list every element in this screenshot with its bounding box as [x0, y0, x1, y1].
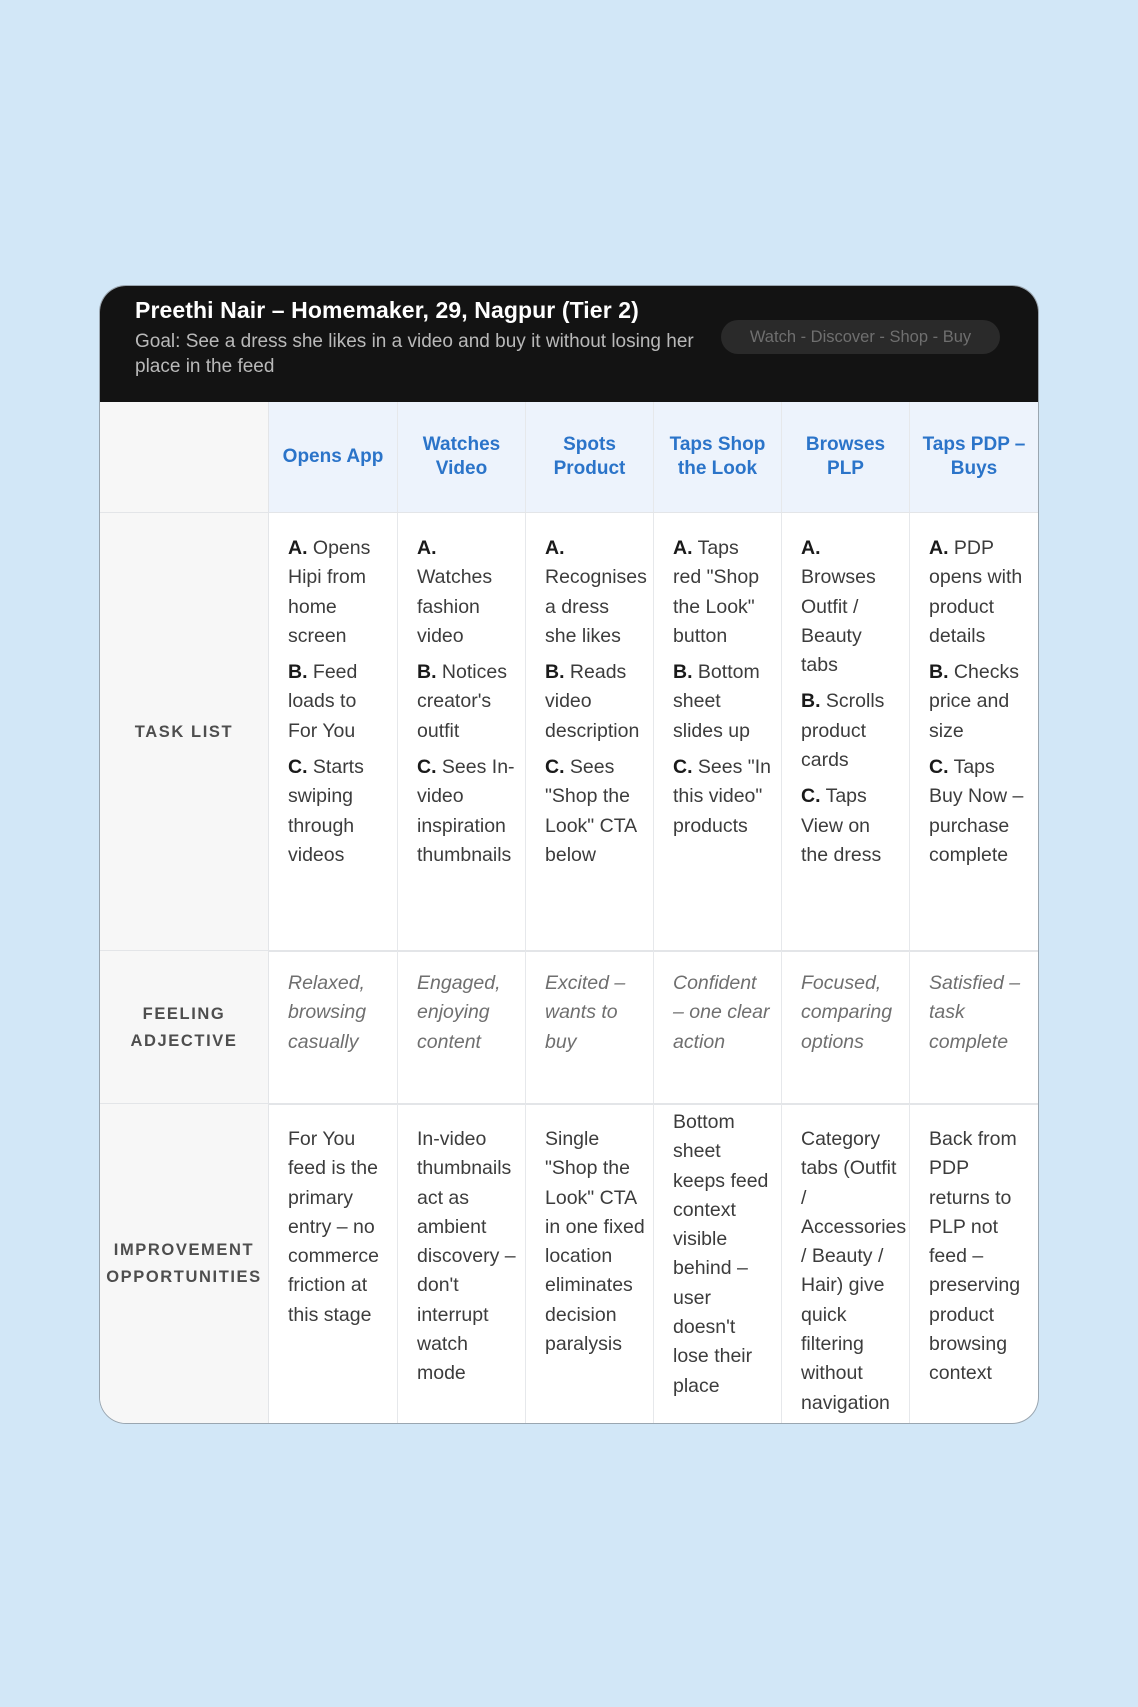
row-label-task-list: TASK LIST [100, 513, 269, 951]
task-cell-browses-plp [782, 513, 910, 951]
task-cell-taps-pdp-buys [910, 513, 1038, 951]
row-label-feeling: FEELING ADJECTIVE [100, 951, 269, 1104]
stage-taps-pdp-buys: Taps PDP – Buys [910, 402, 1038, 512]
improvement-cell: In-video thumbnails act as ambient discovery – don't interrupt watch mode [398, 1104, 526, 1423]
feeling-cell: Focused, comparing options [782, 951, 910, 1104]
task-item: A. Watches fashion video [417, 537, 493, 647]
feeling-row [100, 950, 1038, 1105]
feeling-cell: Relaxed, browsing casually [269, 951, 398, 1104]
task-item: C. Sees In-video inspiration thumbnails [417, 756, 515, 866]
improvement-cell: Single "Shop the Look" CTA in one fixed location eliminates decision paralysis [526, 1104, 654, 1423]
feeling-cell: Engaged, enjoying content [398, 951, 526, 1104]
improvement-row [100, 1103, 1038, 1423]
corner-cell [100, 402, 269, 512]
task-item: B. Bottom sheet slides up [673, 661, 760, 742]
task-item: C. Starts swiping through videos [288, 756, 364, 866]
task-item: B. Reads video description [545, 661, 640, 742]
improvement-cell: Bottom sheet keeps feed context visible behind – user doesn't lose their place [654, 1104, 782, 1423]
task-item: A. Taps red "Shop the Look" button [673, 537, 760, 647]
task-item: C. Taps View on the dress [801, 785, 882, 866]
persona-title: Preethi Nair – Homemaker, 29, Nagpur (Tier 2) [135, 297, 639, 323]
stage-header-row [100, 402, 1038, 513]
feeling-cell: Excited – wants to buy [526, 951, 654, 1104]
task-item: A. Opens Hipi from home screen [288, 537, 371, 647]
flow-pill: Watch - Discover - Shop - Buy [721, 320, 1000, 354]
stage-spots-product: Spots Product [526, 402, 654, 512]
stage-opens-app: Opens App [269, 402, 398, 512]
task-cell-watches-video [398, 513, 526, 951]
persona-header [100, 286, 1038, 402]
stage-watches-video: Watches Video [398, 402, 526, 512]
task-item: B. Notices creator's outfit [417, 661, 507, 742]
task-item: B. Checks price and size [929, 661, 1019, 742]
task-item: B. Scrolls product cards [801, 690, 885, 772]
task-list-row [100, 512, 1038, 952]
stage-browses-plp: Browses PLP [782, 402, 910, 512]
task-cell-taps-shop-the-look [654, 513, 782, 951]
feeling-cell: Confident – one clear action [654, 951, 782, 1104]
task-item: A. Recognises a dress she likes [545, 537, 647, 647]
improvement-cell: Back from PDP returns to PLP not feed – preserving product browsing context [929, 1128, 1021, 1385]
row-label-improvement: IMPROVEMENT OPPORTUNITIES [100, 1104, 269, 1423]
task-cell-opens-app [269, 513, 398, 951]
journey-map-card [100, 286, 1038, 1423]
improvement-cell: For You feed is the primary entry – no commerce friction at this stage [269, 1104, 398, 1423]
task-item: B. Feed loads to For You [288, 661, 358, 742]
task-item: C. Taps Buy Now – purchase complete [929, 756, 1024, 866]
stage-taps-shop-the-look: Taps Shop the Look [654, 402, 782, 512]
task-item: A. Browses Outfit / Beauty tabs [801, 537, 876, 677]
persona-goal: Goal: See a dress she likes in a video and buy it without losing her place in the feed [135, 331, 694, 377]
feeling-cell: Satisfied – task complete [929, 972, 1021, 1053]
improvement-cell: Category tabs (Outfit / Accessories / Beauty / Hair) give quick filtering without navigation [782, 1104, 910, 1423]
task-cell-spots-product [526, 513, 654, 951]
task-item: C. Sees "Shop the Look" CTA below [545, 756, 637, 866]
task-item: C. Sees "In this video" products [673, 756, 771, 837]
task-item: A. PDP opens with product details [929, 537, 1023, 647]
